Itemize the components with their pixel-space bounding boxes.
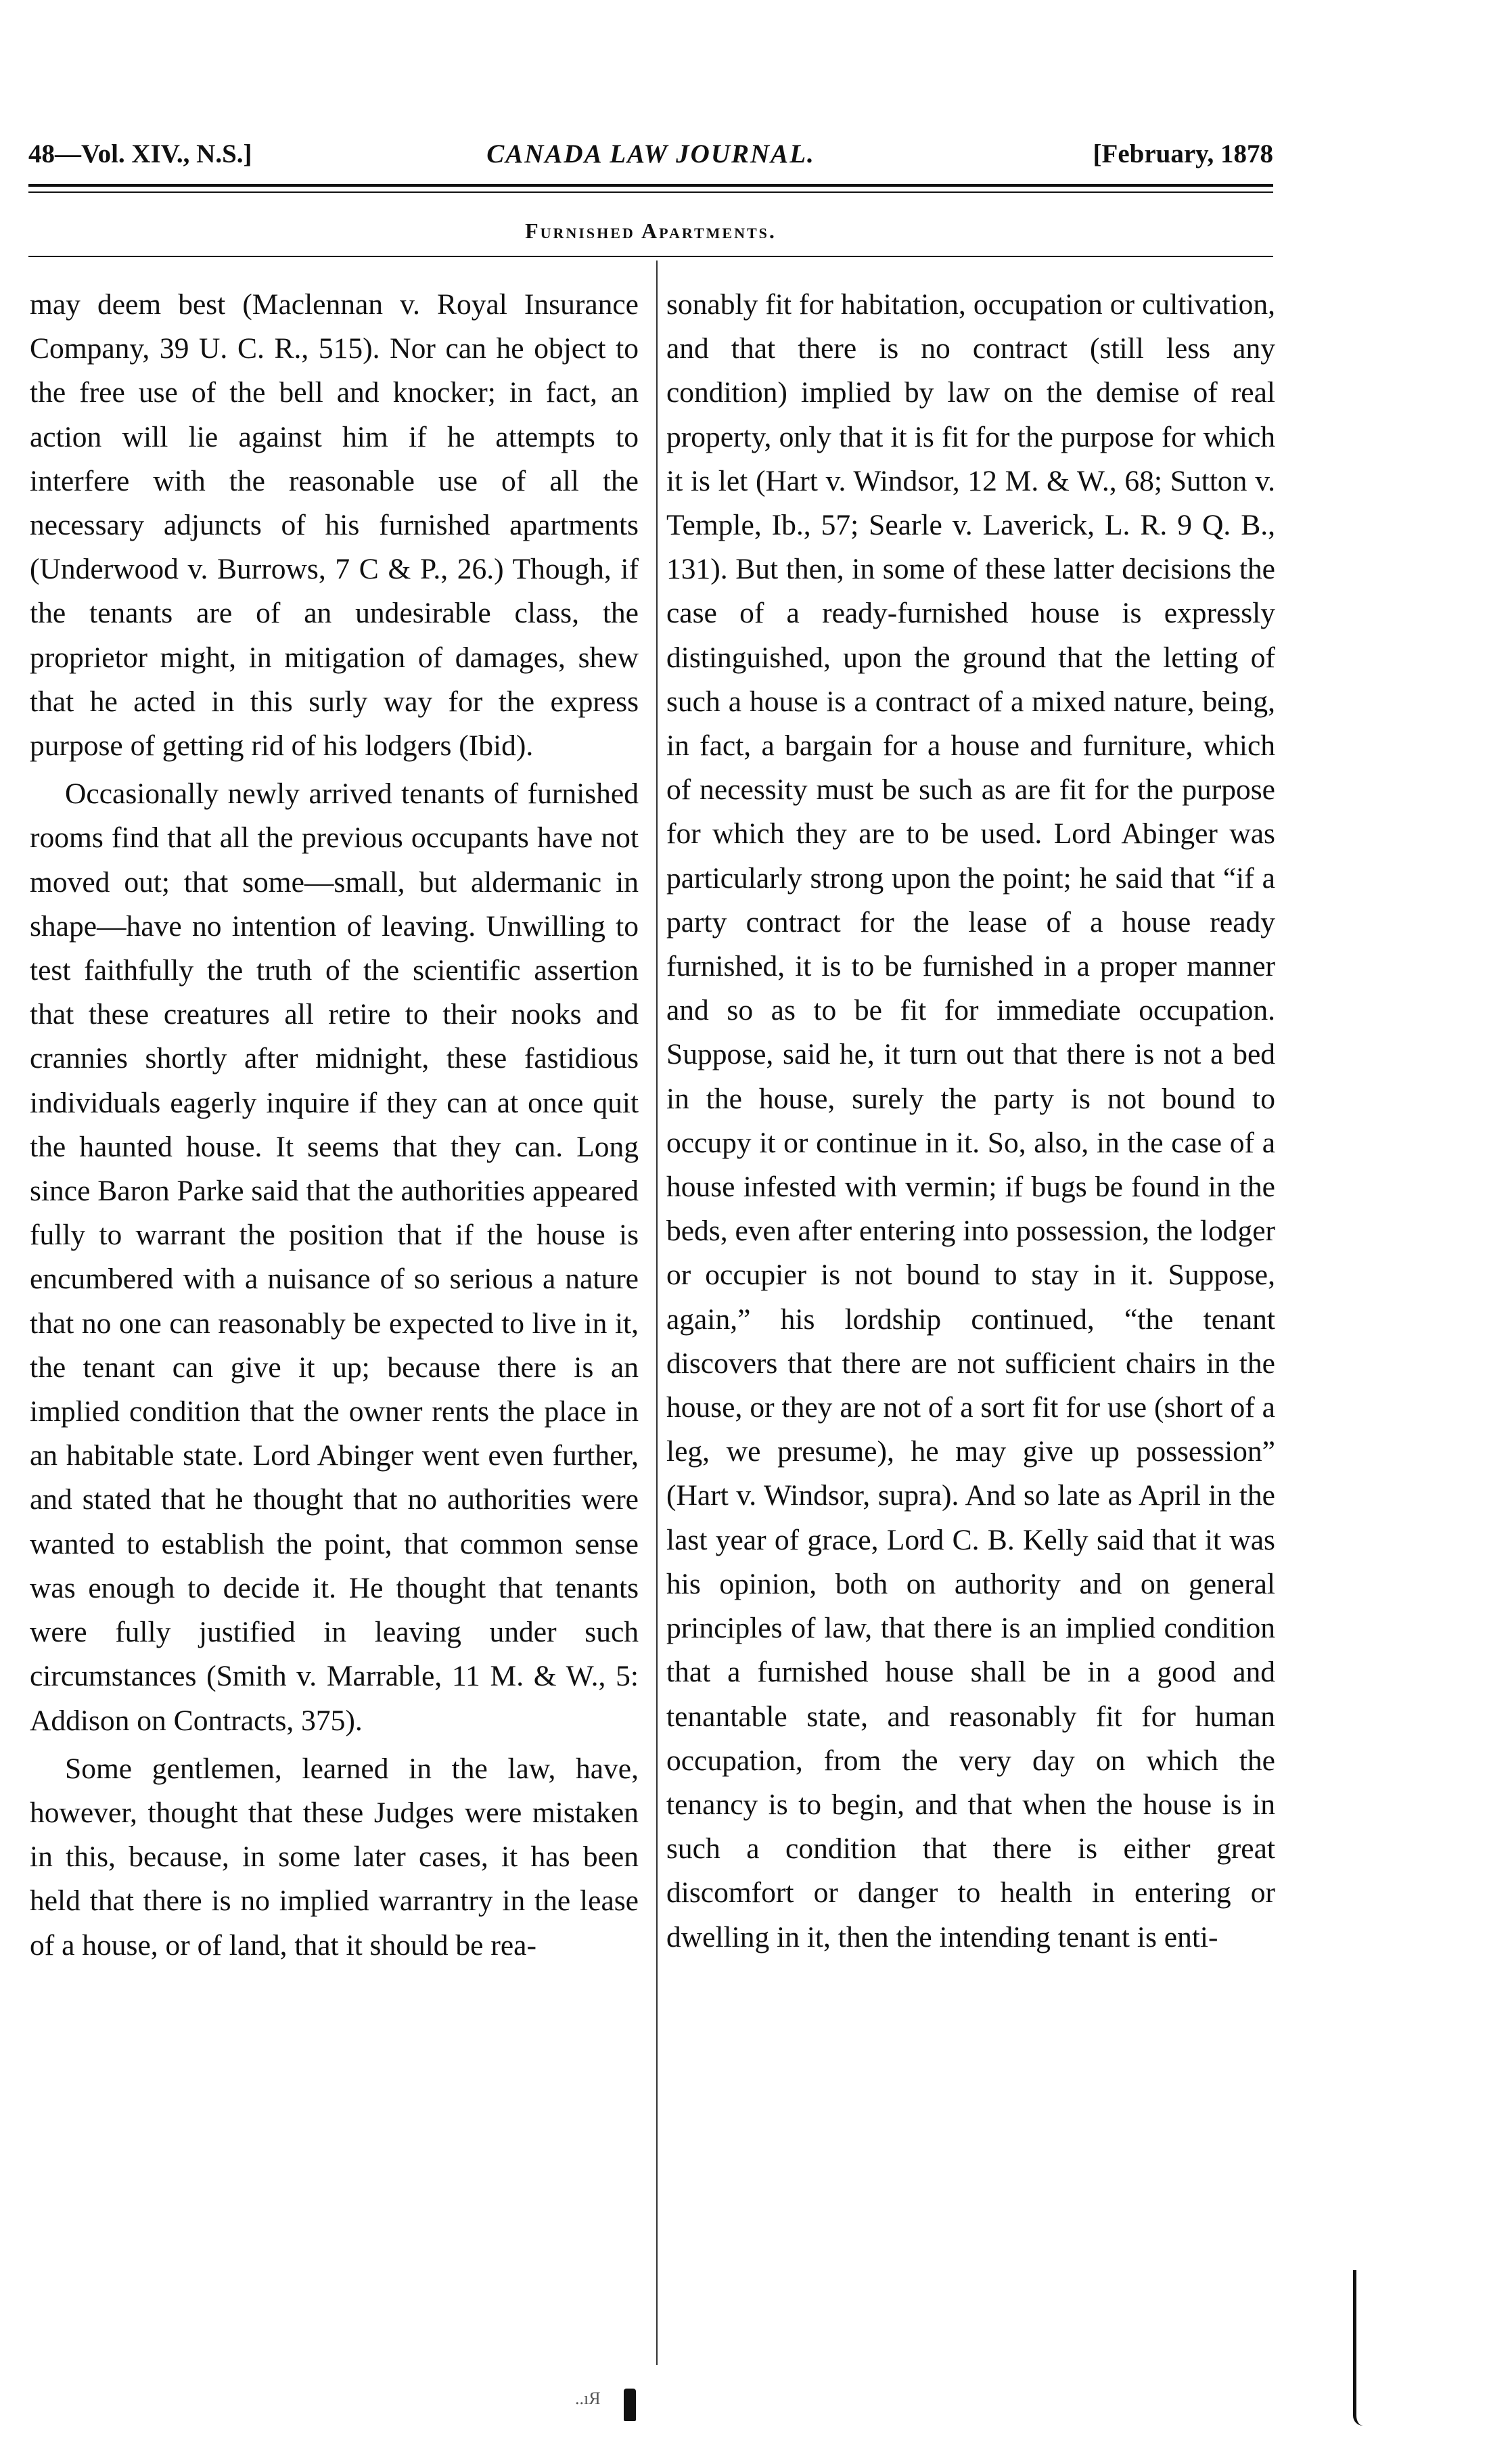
scan-artifact-right-edge xyxy=(1353,2270,1363,2426)
left-paragraph-3: Some gentlemen, learned in the law, have, however, thought that these Judges were mistaken in this, because, in some later cases, it has been held that there is no implied warrantry in the lease of a house, or of land, that it should be rea- xyxy=(30,1752,639,1962)
header-rule-thin xyxy=(28,191,1273,193)
left-column xyxy=(30,283,639,2353)
footer-mark-text: ..ıЯ xyxy=(575,2389,601,2408)
volume-label: 48—Vol. XIV., N.S.] xyxy=(28,139,252,168)
page-header xyxy=(28,139,1273,179)
right-column xyxy=(666,283,1275,2353)
ink-blot xyxy=(624,2389,636,2421)
header-rule-thick xyxy=(28,184,1273,187)
title-rule xyxy=(28,256,1273,257)
running-title: Furnished Apartments. xyxy=(525,219,777,243)
issue-date: [February, 1878 xyxy=(1093,139,1273,168)
scan-artifact-bottom xyxy=(575,2389,649,2422)
right-paragraph-1: sonably fit for habitation, occupation or cultivation, and that there is no contract (still less any condition) implied by law on the demise of real property, only that it is fit for the purpose for which it is let (Hart v. Windsor, 12 M. & W., 68; Sutton v. Temple, Ib., 57; Searle v. Laverick, L. R. 9 Q. B., 131). But then, in some of these latter decisions the case of a ready-furnished house is expressly distinguished, upon the ground that the letting of such a house is a contract of a mixed nature, being, in fact, a bargain for a house and furniture, which of necessity must be such as are fit for the purpose for which they are to be used. Lord Abinger was particularly strong upon the point; he said that “if a party contract for the lease of a house ready furnished, it is to be furnished in a proper manner and so as to be fit for immediate occupation. Suppose, said he, it turn out that there is not a bed in the house, surely the party is not bound to occupy it or continue in it. So, also, in the case of a house infested with vermin; if bugs be found in the beds, even after entering into possession, the lodger or occupier is not bound to stay in it. Suppose, again,” his lordship continued, “the tenant discovers that there are not sufficient chairs in the house, or they are not of a sort fit for use (short of a leg, we presume), he may give up possession” (Hart v. Windsor, supra). And so late as April in the last year of grace, Lord C. B. Kelly said that it was his opinion, both on authority and on general principles of law, that there is an implied condition that a furnished house shall be in a good and tenantable state, and reasonably fit for human occupation, from the very day on which the tenancy is to begin, and that when the house is in such a condition that there is either great discomfort or danger to health in entering or dwelling in it, then the intending tenant is enti- xyxy=(666,288,1275,1953)
left-paragraph-2: Occasionally newly arrived tenants of furnished rooms find that all the previous occupants have not moved out; that some—small, but aldermanic in shape—have no intention of leaving. Unwilling to test faithfully the truth of the scientific assertion that these creatures all retire to their nooks and crannies shortly after midnight, these fastidious individuals eagerly inquire if they can at once quit the haunted house. It seems that they can. Long since Baron Parke said that the authorities appeared fully to warrant the position that if the house is encumbered with a nuisance of so serious a nature that no one can reasonably be expected to live in it, the tenant can give it up; because there is an implied condition that the owner rents the place in an habitable state. Lord Abinger went even further, and stated that he thought that no authorities were wanted to establish the point, that common sense was enough to decide it. He thought that tenants were fully justified in leaving under such circumstances (Smith v. Marrable, 11 M. & W., 5: Addison on Contracts, 375). xyxy=(30,777,639,1737)
column-divider xyxy=(656,261,658,2365)
left-paragraph-1: may deem best (Maclennan v. Royal Insurance Company, 39 U. C. R., 515). Nor can he object to the free use of the bell and knocker; in fact, an action will lie against him if he attempts to interfere with the reasonable use of all the necessary adjuncts of his furnished apartments (Underwood v. Burrows, 7 C & P., 26.) Though, if the tenants are of an undesirable class, the proprietor might, in mitigation of damages, shew that he acted in this surly way for the express purpose of getting rid of his lodgers (Ibid). xyxy=(30,288,639,763)
journal-title: CANADA LAW JOURNAL. xyxy=(486,139,815,168)
